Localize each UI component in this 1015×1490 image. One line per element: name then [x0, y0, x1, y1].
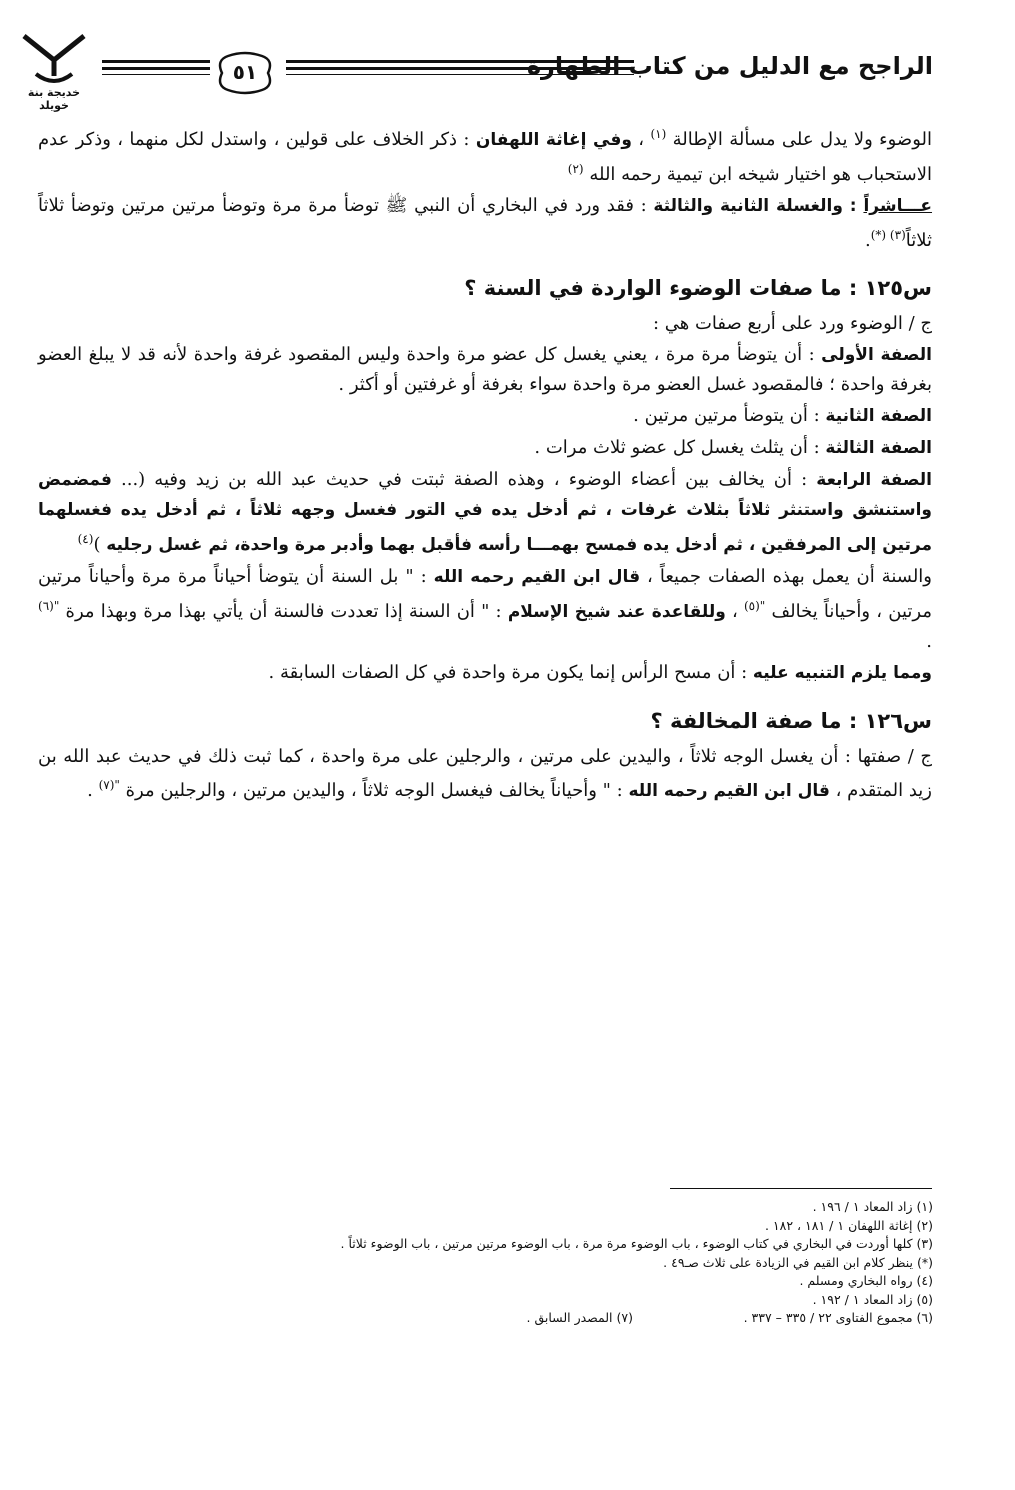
description-4	[38, 465, 932, 560]
page-number-badge	[214, 50, 276, 96]
text-run: : فقد ورد في البخاري أن النبي ﷺ توضأ مرة مرة وتوضأ مرتين مرتين وتوضأ ثلاثاً ثلاثاً	[38, 195, 932, 251]
description-label: الصفة الأولى	[821, 345, 932, 365]
answer-126	[38, 742, 932, 806]
footnote-ref: (٣) (*)	[870, 228, 906, 242]
footnote-star: (*) ينظر كلام ابن القيم في الزيادة على ثلاث صـ٤٩ .	[663, 1254, 933, 1270]
text-run: .	[926, 631, 932, 652]
page-header	[0, 20, 1015, 112]
description-label: الصفة الثالثة	[825, 438, 932, 458]
scholar-rule-intro: وللقاعدة عند شيخ الإسلام	[507, 602, 726, 622]
paragraph-tenth	[38, 191, 932, 255]
text-run: : أن يخالف بين أعضاء الوضوء ، وهذه الصفة ثبتت في حديث عبد الله بن زيد وفيه (...	[111, 469, 817, 490]
footnote-4: (٤) رواه البخاري ومسلم .	[799, 1273, 933, 1288]
footnote-separator	[670, 1188, 932, 1189]
logo-emblem-icon	[14, 28, 94, 88]
footnote-ref: (٢)	[567, 162, 584, 176]
publisher-logo	[14, 28, 94, 112]
text-run: : أن يتوضأ مرتين مرتين .	[633, 405, 826, 426]
text-run: والسنة أن يعمل بهذه الصفات جميعاً ،	[640, 566, 932, 587]
scholar-quote-intro: قال ابن القيم رحمه الله	[433, 567, 641, 587]
footnote-2: (٢) إغاثة اللهفان ١ / ١٨١ ، ١٨٢ .	[764, 1217, 933, 1233]
text-run: .	[87, 780, 99, 801]
paragraph-note	[38, 658, 932, 688]
text-run: : " أن السنة إذا تعددت فالسنة أن يأتي بهذا مرة وبهذا مرة	[59, 601, 508, 622]
description-2	[38, 401, 932, 431]
description-3	[38, 433, 932, 463]
answer-125: ج / الوضوء ورد على أربع صفات هي :	[652, 313, 932, 334]
footnote-5: (٥) زاد المعاد ١ / ١٩٢ .	[812, 1291, 933, 1307]
text-run: ،	[725, 601, 744, 622]
text-run: : " وأحياناً يخالف فيغسل الوجه ثلاثاً ، واليدين مرتين ، والرجلين مرة	[119, 780, 629, 801]
question-126: س١٢٦ : ما صفة المخالفة ؟	[650, 709, 932, 733]
header-rule-left-top	[102, 60, 210, 63]
footnote-ref: "(٧)	[98, 778, 120, 792]
page-title: الراجح مع الدليل من كتاب الطهارة	[526, 52, 933, 80]
paragraph-sunna	[38, 562, 932, 656]
footnote-7: (٧) المصدر السابق .	[526, 1310, 633, 1325]
description-label: الصفة الثانية	[825, 406, 932, 426]
footnote-ref: "(٥)	[743, 599, 766, 613]
hadith-quote: فمضمض واستنشق واستنثر ثلاثاً بثلاث غرفات ، ثم أدخل يده في التور فغسل وجهه ثلاثاً ، ثم أدخل يده فغسلهما مرتين إلى المرفقين ، ثم أدخل يده فمسح بهمـــا رأسه فأقبل بهما وأدبر مرة واحدة، ثم غسل رجليه	[38, 470, 932, 555]
text-run: )	[93, 534, 107, 555]
item-heading: : والغسلة الثانية والثالثة	[653, 196, 864, 216]
header-rule-left-bottom	[102, 74, 210, 75]
footnote-ref: (١)	[650, 127, 667, 141]
note-label: ومما يلزم التنبيه عليه	[752, 663, 932, 683]
footnote-1: (١) زاد المعاد ١ / ١٩٦ .	[812, 1199, 933, 1214]
footnote-6: (٦) مجموع الفتاوى ٢٢ / ٣٣٥ – ٣٣٧ .	[743, 1310, 933, 1325]
text-run: ج / صفتها : أن يغسل الوجه ثلاثاً ، واليدين على مرتين ، والرجلين على مرة واحدة ، كما ثبت ذلك في حديث عبد الله بن زيد المتقدم ،	[38, 746, 932, 801]
text-run: ،	[631, 129, 651, 150]
logo-text: خديجة بنة خويلد	[27, 86, 81, 112]
source-title: وفي إغاثة اللهفان	[475, 130, 632, 150]
text-run: الوضوء ولا يدل على مسألة الإطالة	[666, 129, 932, 150]
text-run: : ذكر الخلاف على قولين ، واستدل لكل منهما ، وذكر عدم الاستحباب هو اختيار شيخه ابن تيمية رحمه الله	[38, 129, 932, 185]
footnote-ref: (٤)	[77, 532, 94, 546]
scholar-quote-intro: قال ابن القيم رحمه الله	[628, 781, 830, 801]
header-rule-left-mid	[102, 67, 210, 70]
description-label: الصفة الرابعة	[816, 470, 932, 490]
footnote-row-last	[73, 1309, 933, 1328]
page-number: ٥١	[232, 60, 258, 84]
footnotes	[73, 1198, 933, 1328]
text-run: : أن مسح الرأس إنما يكون مرة واحدة في كل الصفات السابقة .	[268, 662, 753, 683]
text-run: : " بل السنة أن يتوضأ أحياناً مرة مرة وأحياناً مرتين مرتين ، وأحياناً يخالف	[38, 566, 932, 622]
paragraph-intro	[38, 120, 932, 189]
footnote-ref: "(٦)	[38, 599, 60, 613]
item-label: عـــاشراً	[863, 196, 933, 216]
footnote-3: (٣) كلها أوردت في البخاري في كتاب الوضوء ، باب الوضوء مرة مرة ، باب الوضوء مرتين مرتين ، باب الوضوء ثلاثاً .	[340, 1236, 933, 1251]
text-run: : أن يتوضأ مرة مرة ، يعني يغسل كل عضو مرة واحدة وليس المقصود غرفة واحدة لأنه قد لا يبلغ العضو بغرفة واحدة ؛ فالمقصود غسل العضو مرة واحدة سواء بغرفة أو غرفتين أو أكثر .	[38, 344, 932, 395]
main-text	[38, 120, 932, 806]
description-1	[38, 340, 932, 399]
text-run: .	[865, 230, 871, 251]
text-run: : أن يثلث يغسل كل عضو ثلاث مرات .	[534, 437, 826, 458]
question-125: س١٢٥ : ما صفات الوضوء الواردة في السنة ؟	[464, 276, 932, 300]
